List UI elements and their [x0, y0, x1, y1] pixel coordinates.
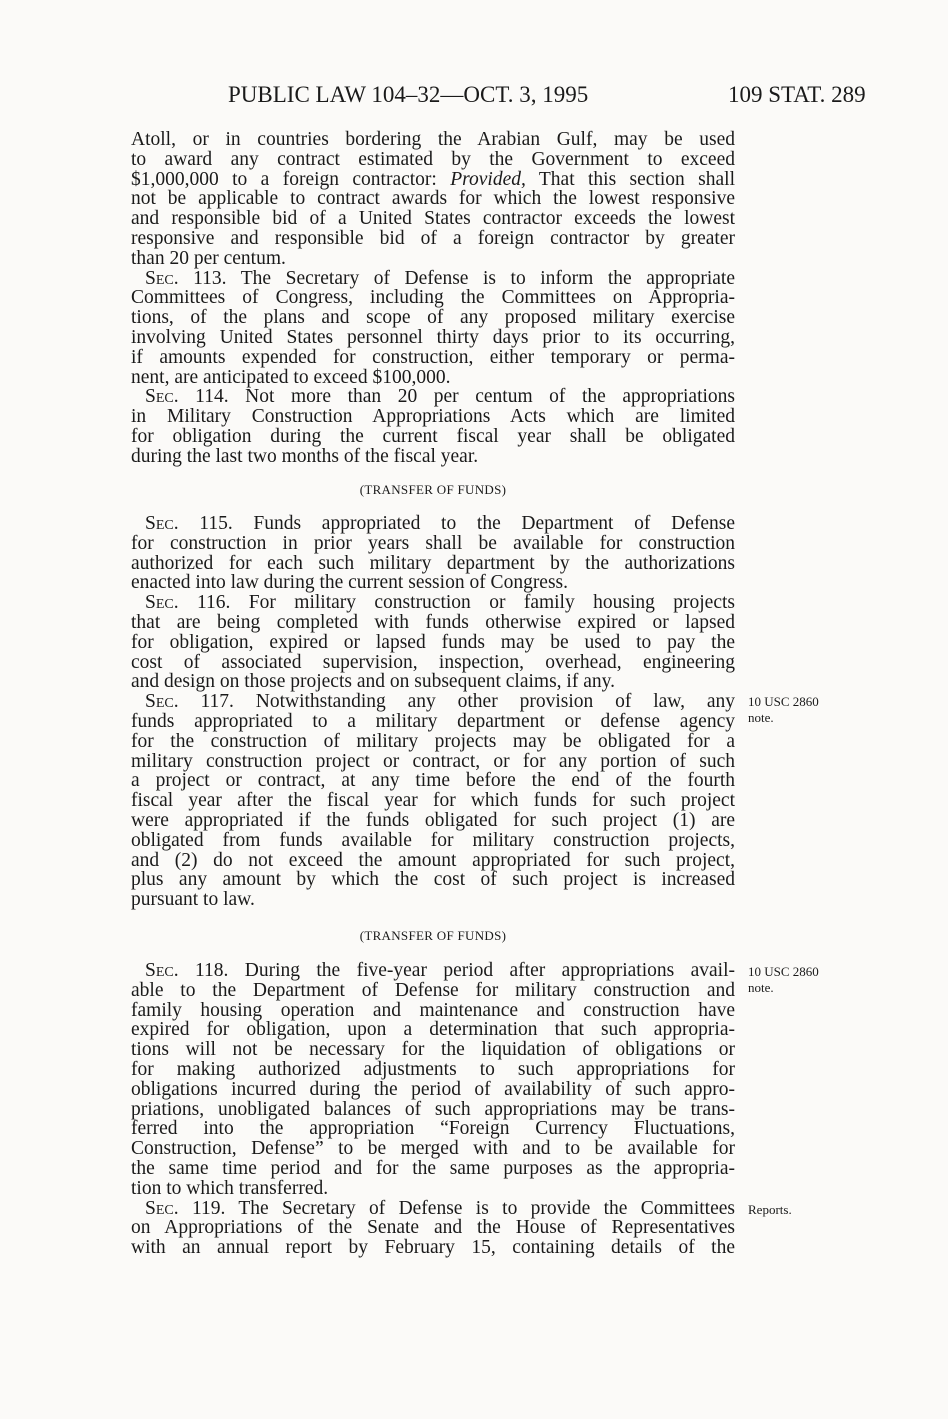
text-line: with an annual report by February 15, containing details of the [131, 1237, 735, 1259]
text-line: enacted into law during the current session of Congress. [131, 572, 569, 594]
text-line: cost of associated supervision, inspection, overhead, engineering [131, 651, 735, 673]
text-line: for obligation during the current fiscal year shall be obligated [131, 425, 735, 447]
text-line: funds appropriated to a military department or defense agency [131, 710, 735, 732]
section-number: Sec. 114. [145, 386, 229, 408]
text-line: Sec. 119. The Secretary of Defense is to provide the Committees [145, 1197, 735, 1219]
margin-note-line: 10 USC 2860 [748, 964, 819, 979]
text-line: than 20 per centum. [131, 247, 286, 269]
text-line: Sec. 118. During the five-year period after appropriations avail- [145, 960, 735, 981]
text-block-sec-112-114 [131, 130, 735, 467]
running-header-title: PUBLIC LAW 104–32—OCT. 3, 1995 [228, 82, 589, 107]
section-number: Sec. 117. [145, 691, 234, 713]
text-line: and (2) do not exceed the amount appropriated for such project, [131, 849, 735, 871]
text-line: for the construction of military projects may be obligated for a [131, 730, 735, 752]
text-line: tions, of the plans and scope of any proposed military exercise [131, 307, 735, 329]
text-line: authorized for each such military department by the authorizations [131, 552, 735, 574]
margin-note-reports [748, 1202, 792, 1218]
section-number: Sec. 116. [145, 592, 231, 614]
text-line: for construction in prior years shall be available for construction [131, 532, 735, 554]
text-line: $1,000,000 to a foreign contractor: Provided, That this section shall [131, 168, 736, 190]
section-number: Sec. 115. [145, 513, 233, 534]
section-number: Sec. 118. [145, 960, 229, 981]
text-line: Atoll, or in countries bordering the Arabian Gulf, may be used [131, 129, 735, 150]
text-line: if amounts expended for construction, either temporary or perma- [131, 346, 735, 368]
page-stat-number: 109 STAT. 289 [728, 82, 866, 107]
margin-note-line: Reports. [748, 1202, 792, 1217]
text-line: and responsible bid of a United States contractor exceeds the lowest [131, 208, 735, 230]
margin-note-line: note. [748, 980, 774, 995]
text-line: were appropriated if the funds obligated for such project (1) are [131, 809, 735, 831]
text-line: responsive and responsible bid of a foreign contractor by greater [131, 227, 735, 249]
text-line: on Appropriations of the Senate and the House of Representatives [131, 1217, 735, 1239]
text-line: expired for obligation, upon a determination that such appropria- [131, 1019, 735, 1041]
text-line: plus any amount by which the cost of such project is increased [131, 869, 735, 891]
text-line: tion to which transferred. [131, 1177, 329, 1199]
text-line: a project or contract, at any time before the end of the fourth [131, 770, 735, 792]
text-line: for making authorized adjustments to such appropriations for [131, 1058, 735, 1080]
text-line: fiscal year after the fiscal year for which funds for such project [131, 790, 735, 812]
text-line: not be applicable to contract awards for which the lowest responsive [131, 188, 735, 210]
text-line: Sec. 116. For military construction or family housing projects [145, 592, 735, 614]
section-heading-transfer-of-funds: (TRANSFER OF FUNDS) [359, 482, 507, 497]
text-line: priations, unobligated balances of such appropriations may be trans- [131, 1098, 735, 1120]
text-line: able to the Department of Defense for military construction and [131, 979, 735, 1001]
text-line: Sec. 115. Funds appropriated to the Department of Defense [145, 513, 735, 534]
margin-note-line: 10 USC 2860 [748, 694, 819, 709]
text-line: Sec. 117. Notwithstanding any other provision of law, any [145, 691, 735, 713]
text-line: Sec. 114. Not more than 20 per centum of the appropriations [145, 386, 736, 408]
text-line: during the last two months of the fiscal year. [131, 445, 479, 467]
text-line: tions will not be necessary for the liquidation of obligations or [131, 1039, 735, 1061]
text-line: military construction project or contract, or for any portion of such [131, 750, 735, 772]
text-line: for obligation, expired or lapsed funds may be used to pay the [131, 631, 735, 653]
section-heading-transfer-of-funds: (TRANSFER OF FUNDS) [359, 928, 507, 943]
margin-note-citation [748, 964, 819, 996]
margin-note-citation [748, 694, 819, 726]
text-line: that are being completed with funds otherwise expired or lapsed [131, 611, 735, 633]
text-line: ferred into the appropriation “Foreign Currency Fluctuations, [131, 1118, 735, 1140]
margin-note-line: note. [748, 710, 774, 725]
text-line: obligations incurred during the period of availability of such appro- [131, 1078, 735, 1100]
text-line: Construction, Defense” to be merged with and to be available for [131, 1138, 735, 1160]
text-line: obligated from funds available for military construction projects, [131, 829, 735, 851]
section-number: Sec. 119. [145, 1197, 226, 1219]
text-line: nent, are anticipated to exceed $100,000. [131, 366, 451, 388]
section-number: Sec. 113. [145, 267, 227, 289]
italic-term: Provided, [450, 168, 526, 190]
text-block-sec-118-119 [131, 961, 735, 1258]
text-line: involving United States personnel thirty days prior to its occurring, [131, 326, 735, 348]
text-line: to award any contract estimated by the Government to exceed [131, 148, 735, 170]
text-line: Committees of Congress, including the Committees on Appropria- [131, 287, 735, 309]
text-line: in Military Construction Appropriations Acts which are limited [131, 406, 735, 428]
text-line: the same time period and for the same purposes as the appropria- [131, 1157, 735, 1179]
text-block-sec-115-117 [131, 514, 735, 910]
text-line: family housing operation and maintenance and construction have [131, 999, 735, 1021]
text-line: and design on those projects and on subsequent claims, if any. [131, 671, 615, 693]
text-line: pursuant to law. [131, 889, 255, 911]
text-line: Sec. 113. The Secretary of Defense is to inform the appropriate [145, 267, 735, 289]
